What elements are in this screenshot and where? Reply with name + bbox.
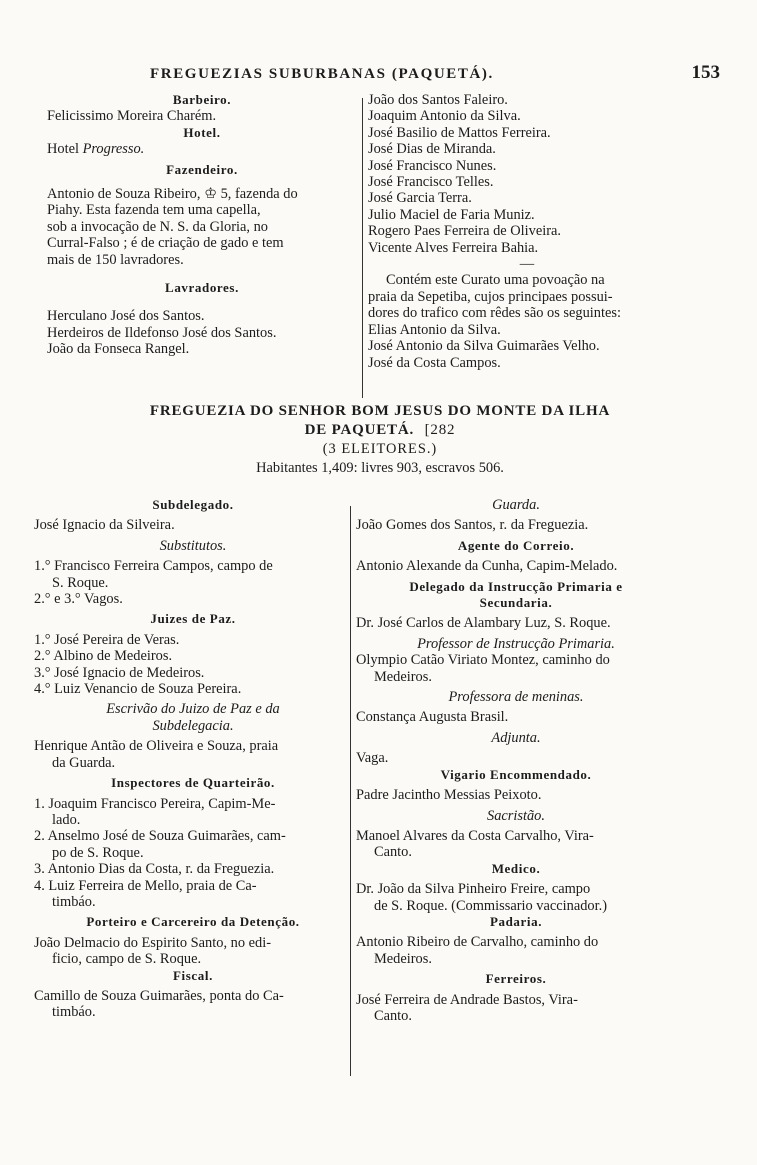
section-heading: Sacristão.	[487, 807, 545, 824]
entry: Felicissimo Moreira Charém.	[47, 108, 217, 125]
section-heading: Professor de Instrucção Primaria.	[417, 635, 615, 652]
section-heading: Hotel.	[183, 124, 221, 140]
entry: José Ignacio da Silveira.	[34, 517, 175, 534]
entry-cont: da Guarda.	[52, 754, 116, 771]
section-heading: Professora de meninas.	[448, 689, 584, 706]
section-heading: Escrivão do Juizo de Paz e da	[106, 701, 280, 718]
section-heading: Fazendeiro.	[166, 161, 238, 177]
section-heading: Agente do Correio.	[457, 537, 575, 553]
entry: Vaga.	[356, 750, 389, 767]
section-heading: Adjunta.	[491, 729, 541, 746]
column-divider	[362, 98, 363, 398]
parish-title-line2	[40, 421, 720, 440]
list-item: José da Costa Campos.	[368, 354, 501, 371]
entry: João Gomes dos Santos, r. da Freguezia.	[356, 517, 589, 534]
list-item: Herculano José dos Santos.	[47, 308, 205, 325]
entry: Camillo de Souza Guimarães, ponta do Ca-	[34, 987, 284, 1004]
list-item: 3.° José Ignacio de Medeiros.	[34, 664, 205, 681]
section-heading: Porteiro e Carcereiro da Detenção.	[86, 914, 300, 930]
entry-line: Piahy. Esta fazenda tem uma capella,	[47, 202, 261, 219]
list-item: 4.° Luiz Venancio de Souza Pereira.	[34, 681, 242, 698]
entry: Padre Jacintho Messias Peixoto.	[356, 787, 542, 804]
list-item: 1.° Francisco Ferreira Campos, campo de	[34, 558, 273, 575]
section-heading: Subdelegado.	[152, 497, 234, 512]
entry: João Delmacio do Espirito Santo, no edi-	[34, 934, 272, 951]
entry: José Ferreira de Andrade Bastos, Vira-	[356, 991, 578, 1008]
section-heading: Subdelegacia.	[152, 717, 234, 734]
entry-cont: Medeiros.	[374, 668, 432, 685]
entry-cont: Medeiros.	[374, 950, 432, 967]
separator-dash: —	[519, 256, 535, 273]
list-item: 1. Joaquim Francisco Pereira, Capim-Me-	[34, 795, 276, 812]
list-item: 1.° José Pereira de Veras.	[34, 631, 180, 648]
section-heading: Substitutos.	[159, 537, 227, 554]
list-item: José Dias de Miranda.	[368, 141, 496, 158]
section-heading: Vigario Encommendado.	[440, 766, 592, 782]
entry: Antonio Ribeiro de Carvalho, caminho do	[356, 934, 599, 951]
list-item: 2.° e 3.° Vagos.	[34, 591, 123, 608]
section-heading: Fiscal.	[173, 967, 213, 983]
paragraph-line: Contém este Curato uma povoação na	[386, 272, 605, 289]
list-item: José Basilio de Mattos Ferreira.	[368, 124, 551, 141]
entry: Henrique Antão de Oliveira e Souza, praia	[34, 738, 279, 755]
list-item: 2.° Albino de Medeiros.	[34, 648, 173, 665]
entry: Hotel Progresso.	[47, 141, 145, 158]
section-heading: Padaria.	[489, 913, 543, 929]
entry-cont: Canto.	[374, 844, 412, 861]
list-item: João da Fonseca Rangel.	[47, 341, 190, 358]
entry-cont: Canto.	[374, 1007, 412, 1024]
list-item-cont: S. Roque.	[52, 574, 109, 591]
inhabitants: Habitantes 1,409: livres 903, escravos 506.	[256, 460, 504, 476]
running-title: FREGUEZIAS SUBURBANAS (PAQUETÁ).	[150, 66, 494, 82]
list-item: José Antonio da Silva Guimarães Velho.	[368, 338, 600, 355]
entry: Olympio Catão Viriato Montez, caminho do	[356, 652, 610, 669]
entry: Dr. João da Silva Pinheiro Freire, campo	[356, 881, 591, 898]
list-item: José Francisco Nunes.	[368, 157, 497, 174]
top-right-column	[368, 92, 686, 371]
parish-title-cont: DE PAQUETÁ.	[304, 422, 415, 438]
list-item-cont: po de S. Roque.	[52, 844, 144, 861]
list-item: Vicente Alves Ferreira Bahia.	[368, 239, 539, 256]
entry-cont: ficio, campo de S. Roque.	[52, 951, 202, 968]
entry: Manoel Alvares da Costa Carvalho, Vira-	[356, 827, 594, 844]
column-divider	[350, 506, 351, 1076]
list-item: 4. Luiz Ferreira de Mello, praia de Ca-	[34, 877, 257, 894]
parish-title-block	[40, 402, 720, 478]
reference-mark: [282	[424, 422, 456, 438]
entry-line: sob a invocação de N. S. da Gloria, no	[47, 218, 268, 235]
section-heading: Delegado da Instrucção Primaria e	[409, 578, 623, 594]
list-item: Rogero Paes Ferreira de Oliveira.	[368, 223, 562, 240]
list-item: José Francisco Telles.	[368, 174, 494, 191]
electors: (3 ELEITORES.)	[322, 441, 438, 457]
list-item: 2. Anselmo José de Souza Guimarães, cam-	[34, 828, 286, 845]
top-left-column	[47, 92, 357, 358]
page-number: 153	[691, 62, 720, 83]
section-heading: Juizes de Paz.	[150, 611, 236, 627]
entry-cont: timbáo.	[52, 1004, 96, 1021]
list-item-cont: timbáo.	[52, 893, 96, 910]
list-item: Julio Maciel de Faria Muniz.	[368, 206, 535, 223]
entry: Dr. José Carlos de Alambary Luz, S. Roque.	[356, 615, 611, 632]
entry-cont: de S. Roque. (Commissario vaccinador.)	[374, 897, 608, 914]
list-item: Elias Antonio da Silva.	[368, 321, 501, 338]
section-heading: Ferreiros.	[485, 971, 547, 987]
bottom-left-column	[34, 497, 352, 1021]
running-head	[40, 62, 720, 88]
list-item: Joaquim Antonio da Silva.	[368, 108, 521, 125]
section-heading: Lavradores.	[165, 280, 239, 296]
bottom-right-column	[356, 497, 676, 1024]
entry: Constança Augusta Brasil.	[356, 709, 509, 726]
section-heading: Barbeiro.	[172, 92, 232, 107]
section-heading: Secundaria.	[479, 595, 553, 611]
list-item-cont: lado.	[52, 811, 81, 828]
list-item: José Garcia Terra.	[368, 190, 472, 207]
paragraph-line: praia da Sepetiba, cujos principaes possui-	[368, 288, 613, 305]
section-heading: Medico.	[491, 860, 541, 876]
entry-line: Antonio de Souza Ribeiro, ♔ 5, fazenda do	[47, 186, 298, 203]
section-heading: Guarda.	[492, 497, 540, 513]
entry: Antonio Alexande da Cunha, Capim-Melado.	[356, 558, 618, 575]
parish-title: FREGUEZIA DO SENHOR BOM JESUS DO MONTE DA ILHA	[149, 403, 611, 419]
list-item: 3. Antonio Dias da Costa, r. da Freguezia.	[34, 861, 275, 878]
entry-line: mais de 150 lavradores.	[47, 251, 184, 268]
list-item: João dos Santos Faleiro.	[368, 92, 508, 108]
list-item: Herdeiros de Ildefonso José dos Santos.	[47, 324, 277, 341]
paragraph-line: dores do trafico com rêdes são os seguintes:	[368, 305, 621, 322]
section-heading: Inspectores de Quarteirão.	[111, 775, 275, 791]
entry-line: Curral-Falso ; é de criação de gado e tem	[47, 235, 284, 252]
